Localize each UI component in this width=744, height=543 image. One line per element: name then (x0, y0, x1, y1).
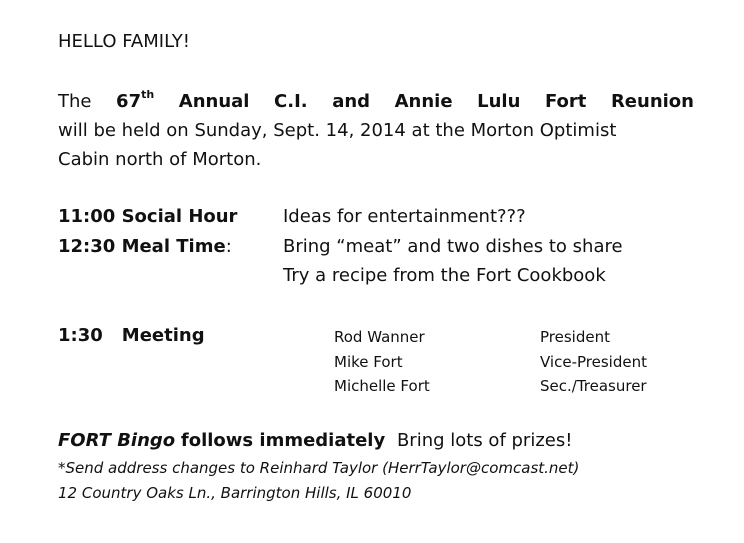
bingo-prizes: Bring lots of prizes! (396, 430, 573, 451)
intro-ci: C.I. (274, 91, 308, 112)
intro-line-2: will be held on Sunday, Sept. 14, 2014 at the Morton Optimist (58, 120, 617, 141)
meal-desc: Bring “meat” and two dishes to share (283, 236, 623, 257)
intro-ordinal (116, 87, 154, 116)
mailing-address: 12 Country Oaks Ln., Barrington Hills, IL 60010 (58, 484, 412, 502)
reunion-letter (58, 0, 698, 543)
officer-role: President (540, 328, 610, 346)
intro-lulu: Lulu (477, 91, 521, 112)
intro-the: The (58, 91, 92, 112)
social-hour-time: 11:00 Social Hour (58, 206, 238, 227)
social-hour-desc: Ideas for entertainment??? (283, 206, 526, 227)
intro-line-3: Cabin north of Morton. (58, 149, 262, 170)
meal-time: 12:30 Meal Time: (58, 236, 232, 257)
fort-bingo: FORT Bingo (58, 430, 176, 451)
ordinal-number: 67 (116, 91, 142, 112)
officer-name: Mike Fort (334, 353, 403, 371)
intro-reunion: Reunion (610, 91, 694, 112)
ordinal-suffix: th (141, 88, 155, 101)
greeting: HELLO FAMILY! (58, 31, 190, 52)
intro-annual: Annual (178, 91, 250, 112)
address-change-note: *Send address changes to Reinhard Taylor (HerrTaylor@comcast.net) (58, 459, 580, 477)
officer-name: Michelle Fort (334, 377, 430, 395)
intro-paragraph (58, 87, 694, 174)
intro-annie: Annie (394, 91, 453, 112)
bingo-line (58, 430, 572, 451)
meal-desc-2: Try a recipe from the Fort Cookbook (283, 265, 606, 286)
intro-line-1 (58, 87, 694, 116)
intro-fort: Fort (544, 91, 587, 112)
bingo-follows: follows immediately (180, 430, 386, 451)
intro-and: and (332, 91, 371, 112)
meeting-time: 1:30 Meeting (58, 325, 205, 346)
officer-role: Sec./Treasurer (540, 377, 647, 395)
officer-name: Rod Wanner (334, 328, 425, 346)
officer-role: Vice-President (540, 353, 647, 371)
